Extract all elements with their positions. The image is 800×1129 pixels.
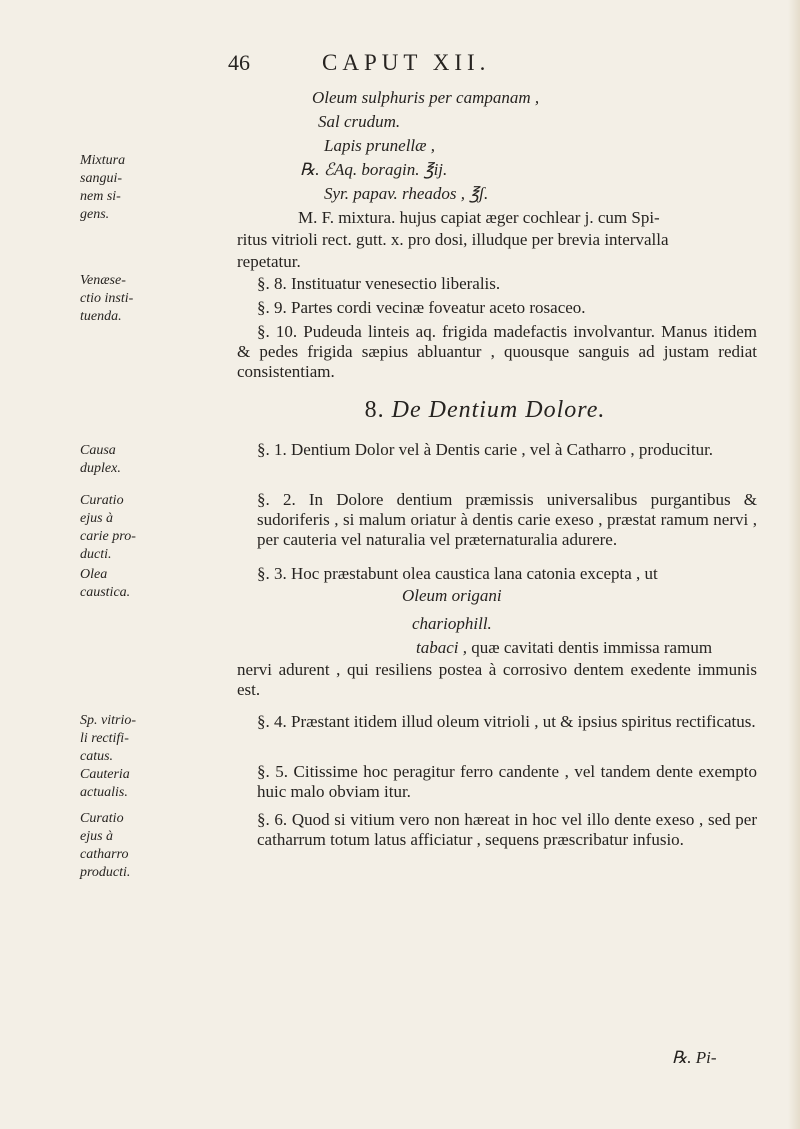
recipe-line-3: Lapis prunellæ , bbox=[324, 136, 435, 155]
oil-origani: Oleum origani bbox=[402, 586, 502, 605]
margin-line: ejus à bbox=[80, 829, 114, 844]
catchword: ℞. Pi- bbox=[672, 1048, 717, 1067]
margin-line: catharro bbox=[80, 847, 129, 862]
paragraph-p3-intro: §. 3. Hoc præstabunt olea caustica lana catonia excepta , ut bbox=[257, 564, 658, 583]
margin-line: Mixtura bbox=[80, 153, 126, 168]
margin-note-curatio-carie bbox=[80, 492, 136, 564]
paragraph-p5: §. 5. Citissime hoc peragitur ferro candente , vel tandem dente exempto huic malo obviam itur. bbox=[257, 762, 757, 801]
paragraph-p1: §. 1. Dentium Dolor vel à Dentis carie , vel à Catharro , producitur. bbox=[257, 440, 714, 459]
margin-line: gens. bbox=[80, 207, 110, 222]
page-number: 46 bbox=[228, 50, 250, 75]
margin-line: Curatio bbox=[80, 811, 124, 826]
margin-line: li rectifi- bbox=[80, 731, 129, 746]
margin-line: catus. bbox=[80, 749, 114, 764]
recipe-line-7: ritus vitrioli rect. gutt. x. pro dosi, illudque per brevia intervalla bbox=[237, 230, 669, 249]
paragraph-s10: §. 10. Pudeuda linteis aq. frigida madefactis involvantur. Manus itidem & pedes frigida sæpius abluantur , quousque sanguis ad justam rediat consistentiam. bbox=[237, 322, 757, 381]
paragraph-s9: §. 9. Partes cordi vecinæ foveatur aceto rosaceo. bbox=[257, 298, 586, 317]
margin-note-venaesectio bbox=[80, 272, 133, 326]
margin-line: producti. bbox=[80, 865, 131, 880]
recipe-line-4: ℞. ℰAq. boragin. ℥ij. bbox=[300, 160, 448, 179]
margin-line: Causa bbox=[80, 443, 116, 458]
margin-line: Cauteria bbox=[80, 767, 130, 782]
paragraph-p3-rest: nervi adurent , qui resiliens postea à corrosivo dentem exedente immunis est. bbox=[237, 660, 757, 699]
margin-line: Sp. vitrio- bbox=[80, 713, 136, 728]
oil-tabaci-text: quæ cavitati dentis immissa ramum bbox=[467, 638, 713, 657]
section-number: 8. bbox=[364, 397, 385, 423]
margin-note-sp-vitrioli bbox=[80, 712, 136, 766]
margin-line: ctio insti- bbox=[80, 291, 134, 306]
recipe-line-5: Syr. papav. rheados , ℥ʃ. bbox=[324, 184, 489, 203]
oil-chariophill: chariophill. bbox=[412, 614, 492, 633]
recipe-line-2: Sal crudum. bbox=[318, 112, 401, 131]
oil-tabaci: tabaci , bbox=[416, 638, 467, 657]
margin-line: nem si- bbox=[80, 189, 121, 204]
margin-note-olea bbox=[80, 566, 130, 602]
margin-note-cauteria bbox=[80, 766, 130, 802]
paragraph-s8: §. 8. Instituatur venesectio liberalis. bbox=[257, 274, 501, 293]
margin-note-causa bbox=[80, 442, 121, 478]
margin-line: Curatio bbox=[80, 493, 124, 508]
section-heading bbox=[225, 397, 745, 424]
oil-tabaci-line bbox=[416, 638, 712, 658]
recipe-line-1: Oleum sulphuris per campanam , bbox=[312, 88, 540, 107]
margin-note-curatio-catharro bbox=[80, 810, 130, 882]
running-head: CAPUT XII. bbox=[322, 50, 491, 75]
margin-line: Venæse- bbox=[80, 273, 126, 288]
recipe-line-8: repetatur. bbox=[237, 252, 301, 271]
margin-line: duplex. bbox=[80, 461, 121, 476]
recipe-line-6: M. F. mixtura. hujus capiat æger cochlear j. cum Spi- bbox=[298, 208, 660, 227]
paragraph-p2: §. 2. In Dolore dentium præmissis universalibus purgantibus & sudoriferis , si malum oriatur à dentis carie exeso , præstat ramum nervi , per cauteria vel naturalia vel præternaturalia adurere. bbox=[257, 490, 757, 549]
margin-line: caustica. bbox=[80, 585, 131, 600]
margin-line: ejus à bbox=[80, 511, 114, 526]
margin-line: ducti. bbox=[80, 547, 112, 562]
margin-line: sangui- bbox=[80, 171, 122, 186]
margin-note-mixtura bbox=[80, 152, 125, 224]
page-header bbox=[0, 50, 800, 80]
margin-line: carie pro- bbox=[80, 529, 136, 544]
margin-line: tuenda. bbox=[80, 309, 122, 324]
margin-line: actualis. bbox=[80, 785, 128, 800]
section-title: De Dentium Dolore. bbox=[391, 397, 606, 423]
paragraph-p6: §. 6. Quod si vitium vero non hæreat in hoc vel illo dente exeso , sed per catharrum totum latus afficiatur , sequens præscribatur infusio. bbox=[257, 810, 757, 849]
margin-line: Olea bbox=[80, 567, 108, 582]
page-edge-shadow bbox=[788, 0, 800, 1129]
paragraph-p4: §. 4. Præstant itidem illud oleum vitrioli , ut & ipsius spiritus rectificatus. bbox=[257, 712, 756, 731]
